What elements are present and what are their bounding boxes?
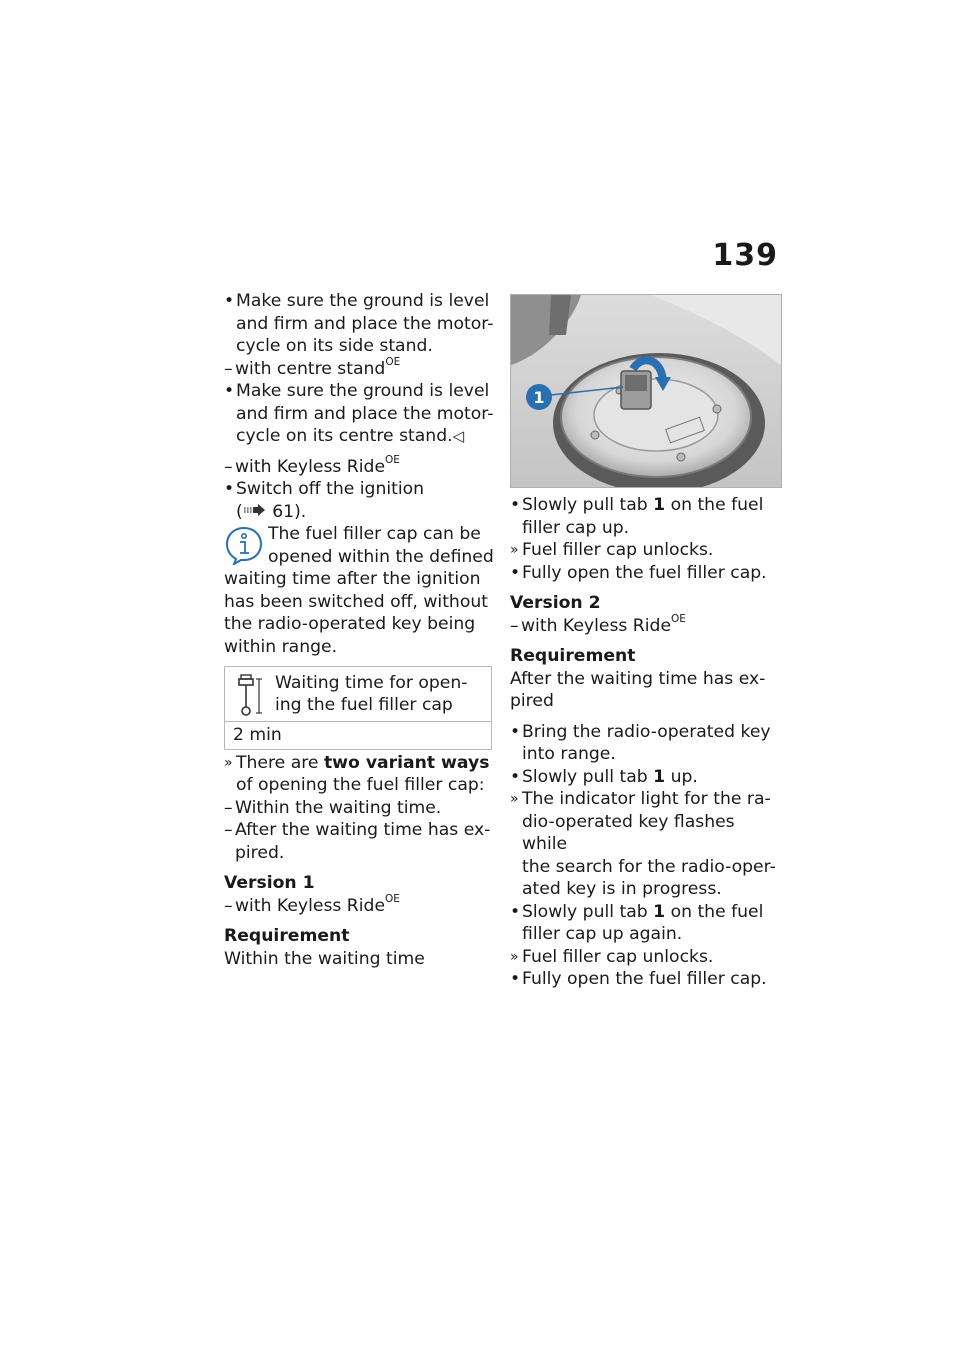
- condition-centre-stand: – with centre stand$^{OE}$: [224, 358, 494, 381]
- result-two-variants: » There are two variant ways of opening the fuel filler cap:: [224, 752, 494, 797]
- condition-keyless-ride: – with Keyless Ride$^{OE}$: [224, 456, 494, 479]
- variant-after-waiting-time: – After the waiting time has ex- pired.: [224, 819, 494, 864]
- step-pull-tab-again: • Slowly pull tab 1 on the fuel filler cap up again.: [510, 901, 782, 946]
- step-open-cap-v2: • Fully open the fuel filler cap.: [510, 968, 782, 991]
- spec-table: [224, 666, 492, 750]
- info-note: The fuel filler cap can be opened within the defined waiting time after the ignition has been switched off, without the radio-operated key being within range.: [224, 524, 494, 657]
- page-reference[interactable]: 61: [272, 501, 295, 522]
- page-number: 139: [712, 238, 778, 273]
- requirement-text-v2: After the waiting time has ex- pired: [510, 668, 766, 711]
- info-icon: [224, 525, 264, 565]
- step-pull-tab-up-v2: • Slowly pull tab 1 up.: [510, 766, 782, 789]
- end-mark: ◁: [452, 427, 465, 445]
- variant-within-waiting-time: – Within the waiting time.: [224, 797, 494, 820]
- result-cap-unlocks: » Fuel filler cap unlocks.: [510, 539, 782, 562]
- step-pull-tab-up: • Slowly pull tab 1 on the fuel filler cap up.: [510, 494, 782, 539]
- result-cap-unlocks-v2: » Fuel filler cap unlocks.: [510, 946, 782, 969]
- spec-value: 2 min: [225, 722, 492, 750]
- requirement-text: Within the waiting time: [224, 948, 425, 969]
- spec-label-cell: Waiting time for open- ing the fuel filler cap: [225, 667, 492, 722]
- condition-keyless-ride-v1: – with Keyless Ride$^{OE}$: [224, 895, 494, 918]
- step-bring-key-into-range: • Bring the radio-operated key into range.: [510, 721, 782, 766]
- left-column: [224, 290, 494, 970]
- fuel-cap-timer-icon: [237, 673, 265, 719]
- version-2-heading: Version 2: [510, 593, 601, 613]
- step-side-stand: • Make sure the ground is level and firm and place the motor- cycle on its side stand.: [224, 290, 494, 358]
- step-open-cap: • Fully open the fuel filler cap.: [510, 562, 782, 585]
- right-column: [510, 290, 782, 991]
- requirement-heading-v2: Requirement: [510, 646, 636, 666]
- requirement-heading: Requirement: [224, 926, 350, 946]
- result-indicator-flashes: » The indicator light for the ra- dio-operated key flashes while the search for the radio-oper- ated key is in progress.: [510, 788, 782, 901]
- callout-1-label: 1: [533, 388, 545, 407]
- step-switch-off-ignition: • Switch off the ignition ( 61).: [224, 478, 494, 523]
- version-1-heading: Version 1: [224, 873, 315, 893]
- condition-keyless-ride-v2: – with Keyless Ride$^{OE}$: [510, 615, 782, 638]
- fuel-filler-cap-photo: [510, 294, 782, 488]
- page-reference-arrow-icon: [243, 504, 267, 516]
- step-centre-stand: • Make sure the ground is level and firm and place the motor- cycle on its centre stand.◁: [224, 380, 494, 448]
